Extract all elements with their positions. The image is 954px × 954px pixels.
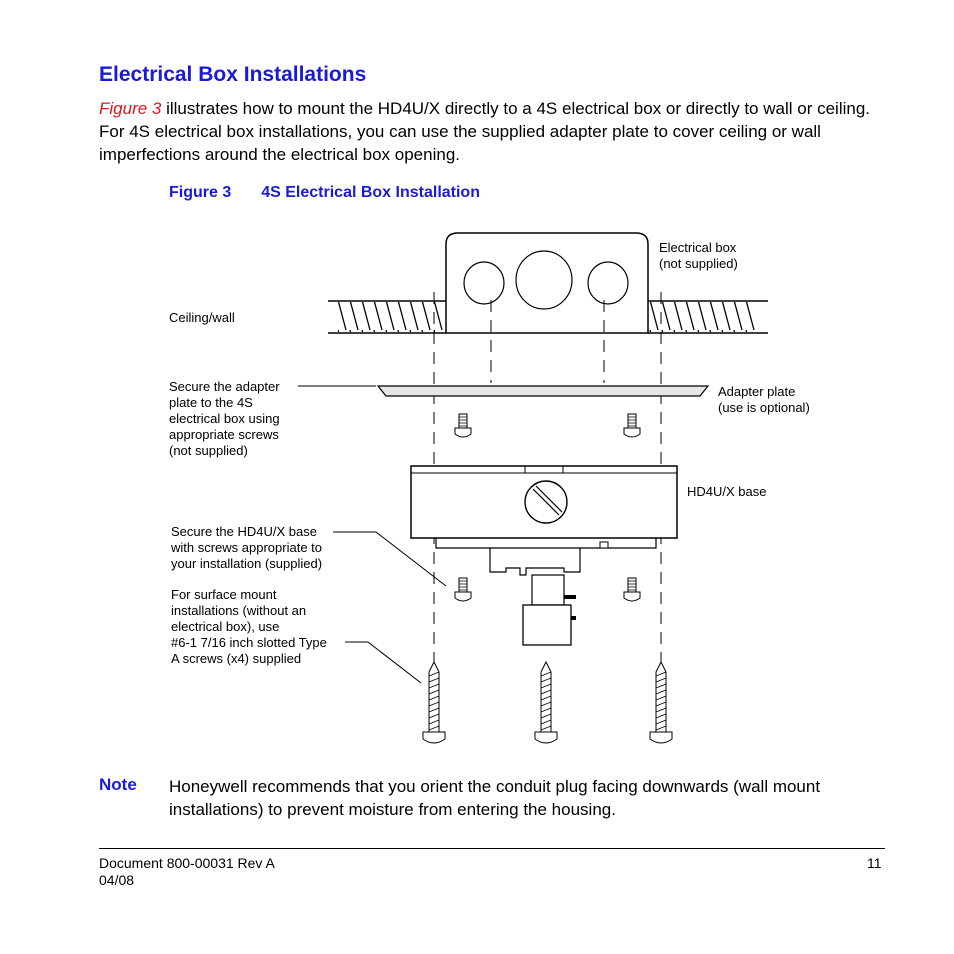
label-surface-mount: For surface mount installations (without an electrical box), use #6-1 7/16 inch slotted Type A screws (x4) supplied: [171, 587, 327, 666]
hd4u-base: [411, 466, 677, 645]
electrical-box: [446, 233, 648, 333]
adapter-screw-left: [455, 414, 471, 437]
figure-title: 4S Electrical Box Installation: [261, 184, 480, 201]
label-adapter-plate: Adapter plate (use is optional): [718, 384, 810, 415]
page-number: 11: [867, 855, 882, 871]
label-secure-adapter: Secure the adapter plate to the 4S electrical box using appropriate screws (not supplied): [169, 379, 280, 458]
note-label: Note: [99, 775, 137, 794]
adapter-screw-right: [624, 414, 640, 437]
intro-text: illustrates how to mount the HD4U/X directly to a 4S electrical box or directly to wall or ceiling. For 4S electrical box installations, you can use the supplied adapter plate to cover ceiling or wall imperfections around the electrical box opening.: [99, 99, 871, 164]
document-date: 04/08: [99, 872, 135, 888]
label-ceiling-wall: Ceiling/wall: [169, 310, 235, 325]
document-info: [99, 855, 275, 889]
base-screw-right: [624, 578, 640, 601]
label-hd4u-base: HD4U/X base: [687, 484, 767, 499]
footer-divider: [99, 848, 885, 849]
label-electrical-box: Electrical box (not supplied): [659, 240, 738, 271]
surface-screw-left: [423, 662, 445, 743]
label-secure-base: Secure the HD4U/X base with screws appropriate to your installation (supplied): [171, 524, 323, 571]
ceiling-wall-right: [648, 301, 768, 333]
note-text: Honeywell recommends that you orient the conduit plug facing downwards (wall mount installations) to prevent moisture from entering the housing.: [169, 777, 821, 819]
document-id: Document 800-00031 Rev A: [99, 855, 275, 871]
figure-reference-link[interactable]: Figure 3: [99, 99, 162, 118]
base-screw-left: [455, 578, 471, 601]
figure-number: Figure 3: [169, 184, 232, 201]
adapter-plate: [378, 386, 708, 396]
section-heading: Electrical Box Installations: [99, 63, 367, 86]
surface-screw-middle: [535, 662, 557, 743]
ceiling-wall-left: [328, 301, 446, 333]
surface-screw-right: [650, 662, 672, 743]
